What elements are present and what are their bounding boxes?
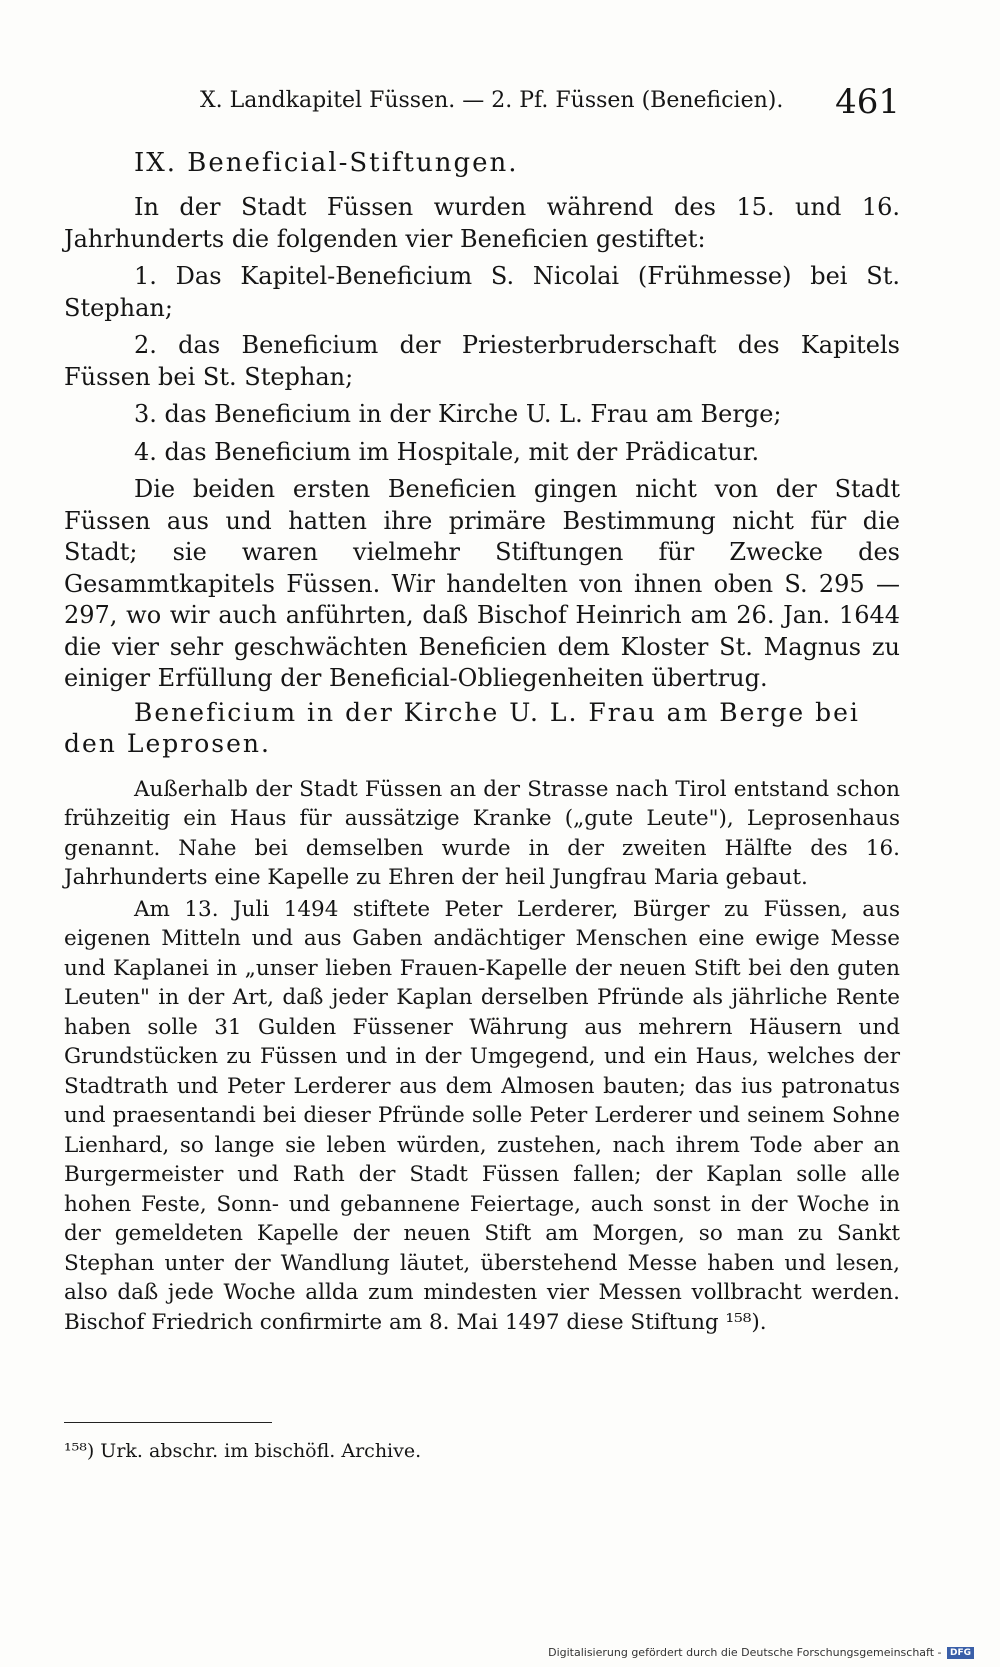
small-print-block xyxy=(64,775,900,1338)
dfg-logo: DFG xyxy=(947,1647,974,1659)
running-head: X. Landkapitel Füssen. — 2. Pf. Füssen (Beneficien). xyxy=(200,88,784,113)
digitization-credit xyxy=(548,1646,974,1659)
credit-text: Digitalisierung gefördert durch die Deutsche Forschungsgemeinschaft - xyxy=(548,1646,942,1659)
footnote-divider xyxy=(64,1422,272,1423)
body-paragraph-2: Außerhalb der Stadt Füssen an der Strasse nach Tirol entstand schon frühzeitig ein Haus für aussätzige Kranke („gute Leute"), Leprosenhaus genannt. Nahe bei demselben wurde in der zweiten Hälfte des 16. Jahrhunderts eine Kapelle zu Ehren der heil Jungfrau Maria gebaut. xyxy=(64,776,900,890)
intro-paragraph: In der Stadt Füssen wurden während des 15. und 16. Jahrhunderts die folgenden vier Beneficien gestiftet: xyxy=(64,193,900,253)
list-item-4: 4. das Beneficium im Hospitale, mit der Prädicatur. xyxy=(134,437,760,466)
page-body xyxy=(64,148,900,1337)
footnote: ¹⁵⁸) Urk. abschr. im bischöfl. Archive. xyxy=(64,1440,422,1462)
subsection-heading: Beneficium in der Kirche U. L. Frau am Berge bei den Leprosen. xyxy=(64,697,860,758)
list-item-1: 1. Das Kapitel-Beneficium S. Nicolai (Frühmesse) bei St. Stephan; xyxy=(64,262,900,322)
page-header xyxy=(60,82,900,128)
list-item-3: 3. das Beneficium in der Kirche U. L. Frau am Berge; xyxy=(134,400,782,428)
section-title: IX. Beneficial-Stiftungen. xyxy=(134,148,519,178)
body-paragraph-3: Am 13. Juli 1494 stiftete Peter Lerderer, Bürger zu Füssen, aus eigenen Mitteln und aus Gaben andächtiger Menschen eine ewige Messe und Kaplanei in „unser lieben Frauen-Kapelle der neuen Stift bei den guten Leuten" in der Art, daß jeder Kaplan derselben Pfründe als jährliche Rente haben solle 31 Gulden Füssener Währung aus mehrern Häusern und Grundstücken zu Füssen und in der Umgegend, und ein Haus, welches der Stadtrath und Peter Lerderer aus dem Almosen bauten; das ius patronatus und praesentandi bei dieser Pfründe solle Peter Lerderer und seinem Sohne Lienhard, so lange sie leben würden, zustehen, nach ihrem Tode aber an Burgermeister und Rath der Stadt Füssen fallen; der Kaplan solle alle hohen Feste, Sonn- und gebannene Feiertage, auch sonst in der Woche in der gemeldeten Kapelle der neuen Stift am Morgen, so man zu Sankt Stephan unter der Wandlung läutet, überstehend Messe haben und lesen, also daß jede Woche allda zum mindesten vier Messen vollbracht werden. Bischof Friedrich confirmirte am 8. Mai 1497 diese Stiftung ¹⁵⁸). xyxy=(64,896,900,1335)
body-paragraph-1: Die beiden ersten Beneficien gingen nicht von der Stadt Füssen aus und hatten ihre primäre Bestimmung nicht für die Stadt; sie waren vielmehr Stiftungen für Zwecke des Gesammtkapitels Füssen. Wir handelten von ihnen oben S. 295 — 297, wo wir auch anführten, daß Bischof Heinrich am 26. Jan. 1644 die vier sehr geschwächten Beneficien dem Kloster St. Magnus zu einiger Erfüllung der Beneficial-Obliegenheiten übertrug. xyxy=(64,475,900,692)
page-number: 461 xyxy=(835,82,900,122)
list-item-2: 2. das Beneficium der Priesterbruderschaft des Kapitels Füssen bei St. Stephan; xyxy=(64,331,900,391)
